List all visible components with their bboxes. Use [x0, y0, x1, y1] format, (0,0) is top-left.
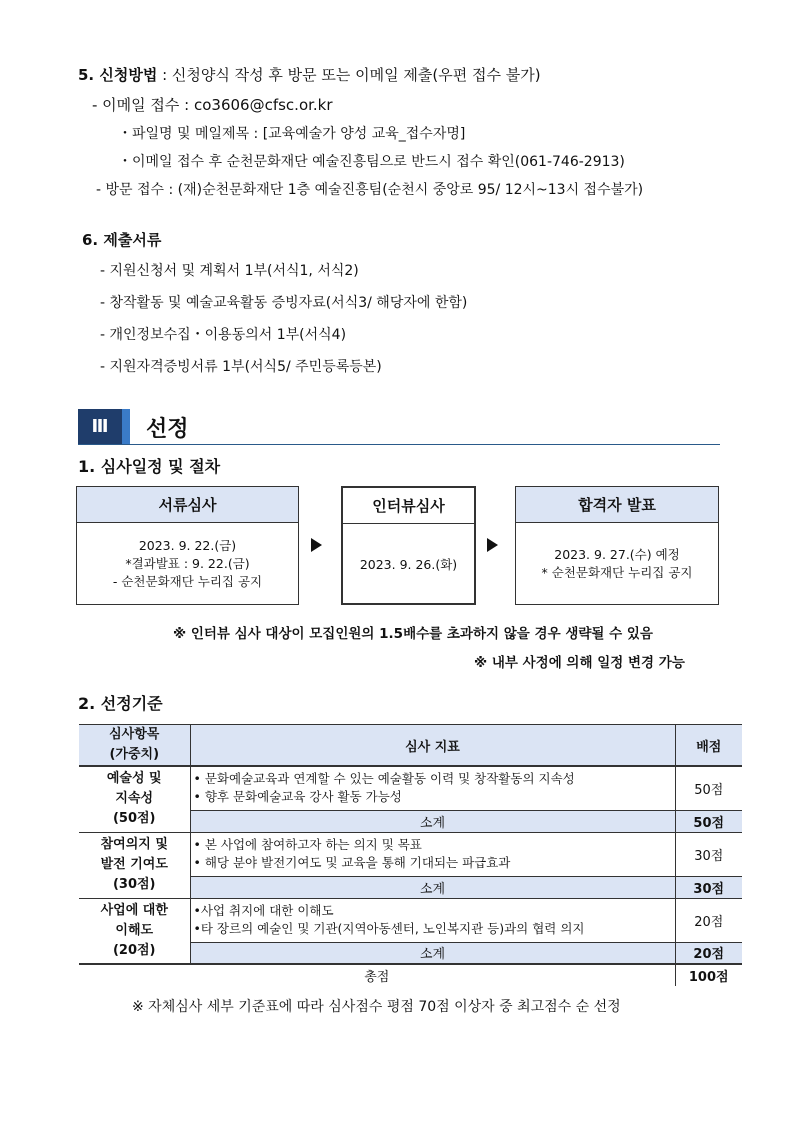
category-cell: [79, 766, 190, 832]
total-row: [79, 964, 742, 986]
arrow-right-icon: [487, 538, 498, 552]
indicator-line: • 향후 문화예술교육 강사 활동 가능성: [193, 789, 402, 805]
criteria-footnote: ※ 자체심사 세부 기준표에 따라 심사점수 평점 70점 이상자 중 최고점수 순 선정: [132, 999, 621, 1015]
process-step-title: 인터뷰심사: [343, 488, 474, 524]
category-line: (30점): [112, 877, 156, 892]
process-step-line: - 순천문화재단 누리집 공지: [112, 573, 263, 589]
indicator-line: • 문화예술교육과 연계할 수 있는 예술활동 이력 및 창작활동의 지속성: [193, 771, 575, 787]
category-line: (50점): [112, 811, 156, 827]
indicator-line: •사업 취지에 대한 이해도: [193, 903, 334, 918]
process-step-body: [343, 524, 474, 605]
total-label: 총점: [79, 964, 675, 986]
table-row: [79, 766, 742, 810]
header-indicator: 심사 지표: [190, 725, 675, 767]
subtotal-label: 소계: [190, 876, 675, 898]
category-line: 이해도: [115, 922, 154, 938]
indicator-line: •타 장르의 예술인 및 기관(지역아동센터, 노인복지관 등)과의 협력 의지: [193, 921, 585, 936]
category-cell: [79, 832, 190, 898]
table-header-row: [79, 725, 742, 767]
points-cell: 30점: [675, 832, 742, 876]
process-step-title: 합격자 발표: [516, 487, 718, 523]
category-line: 사업에 대한: [100, 902, 168, 918]
document-item: - 지원신청서 및 계획서 1부(서식1, 서식2): [100, 263, 359, 279]
arrow-right-icon: [311, 538, 322, 552]
process-step-title: 서류심사: [77, 487, 298, 523]
total-points: 100점: [675, 964, 742, 986]
category-line: (20점): [112, 942, 156, 958]
subtotal-points: 50점: [675, 810, 742, 832]
email-submission-line: - 이메일 접수 : co3606@cfsc.or.kr: [92, 96, 333, 114]
category-cell: [79, 898, 190, 964]
process-step-body: [77, 523, 298, 604]
header-category-line: (가중치): [109, 747, 160, 762]
document-item: - 창작활동 및 예술교육활동 증빙자료(서식3/ 해당자에 한함): [100, 295, 468, 311]
schedule-note: ※ 내부 사정에 의해 일정 변경 가능: [474, 655, 685, 671]
schedule-subtitle: 1. 심사일정 및 절차: [78, 457, 221, 476]
process-step-line: *결과발표 : 9. 22.(금): [125, 555, 250, 571]
section-number: Ⅲ: [78, 409, 122, 444]
document-item: - 개인정보수집・이용동의서 1부(서식4): [100, 327, 347, 343]
process-step-document-review: [76, 486, 299, 605]
points-cell: 20점: [675, 898, 742, 942]
points-cell: 50점: [675, 766, 742, 810]
process-step-announcement: [515, 486, 719, 605]
process-step-line: 2023. 9. 27.(수) 예정: [554, 546, 680, 562]
subtotal-label: 소계: [190, 810, 675, 832]
section-title: 선정: [146, 417, 189, 442]
header-category-line: 심사항목: [109, 727, 160, 742]
subtotal-points: 30점: [675, 876, 742, 898]
process-step-line: * 순천문화재단 누리집 공지: [541, 564, 693, 580]
document-item: - 지원자격증빙서류 1부(서식5/ 주민등록등본): [100, 359, 382, 375]
process-step-line: 2023. 9. 22.(금): [138, 537, 237, 553]
indicator-line: • 해당 분야 발전기여도 및 교육을 통해 기대되는 파급효과: [193, 855, 511, 870]
section-header: [78, 409, 720, 445]
category-line: 참여의지 및: [100, 837, 168, 852]
process-step-line: 2023. 9. 26.(화): [359, 556, 458, 572]
criteria-table: [79, 724, 742, 986]
indicator-line: • 본 사업에 참여하고자 하는 의지 및 목표: [193, 837, 422, 852]
category-line: 발전 기여도: [100, 857, 168, 872]
visit-submission-line: - 방문 접수 : (재)순천문화재단 1층 예술진흥팀(순천시 중앙로 95/ 12시~13시 접수불가): [96, 182, 644, 198]
indicator-cell: [190, 898, 675, 942]
section6-title: 6. 제출서류: [82, 231, 162, 249]
process-step-body: [516, 523, 718, 604]
section5-title-label: 5. 신청방법: [78, 66, 158, 84]
header-points: 배점: [675, 725, 742, 767]
section5-title-text: : 신청양식 작성 후 방문 또는 이메일 제출(우편 접수 불가): [157, 66, 541, 84]
email-bullet-confirm: ・이메일 접수 후 순천문화재단 예술진흥팀으로 반드시 접수 확인(061-746-2913): [118, 154, 625, 170]
table-row: [79, 898, 742, 942]
criteria-subtitle: 2. 선정기준: [78, 694, 163, 713]
schedule-note: ※ 인터뷰 심사 대상이 모집인원의 1.5배수를 초과하지 않을 경우 생략될 수 있음: [173, 626, 653, 642]
process-step-interview: [341, 486, 476, 605]
table-row: [79, 832, 742, 876]
category-line: 예술성 및: [106, 771, 162, 787]
category-line: 지속성: [115, 791, 154, 807]
header-category: [79, 725, 190, 767]
subtotal-label: 소계: [190, 942, 675, 964]
email-bullet-filename: ・파일명 및 메일제목 : [교육예술가 양성 교육_접수자명]: [118, 126, 466, 142]
indicator-cell: [190, 832, 675, 876]
indicator-cell: [190, 766, 675, 810]
section-accent-bar: [122, 409, 130, 444]
subtotal-points: 20점: [675, 942, 742, 964]
section5-title: [78, 64, 541, 85]
